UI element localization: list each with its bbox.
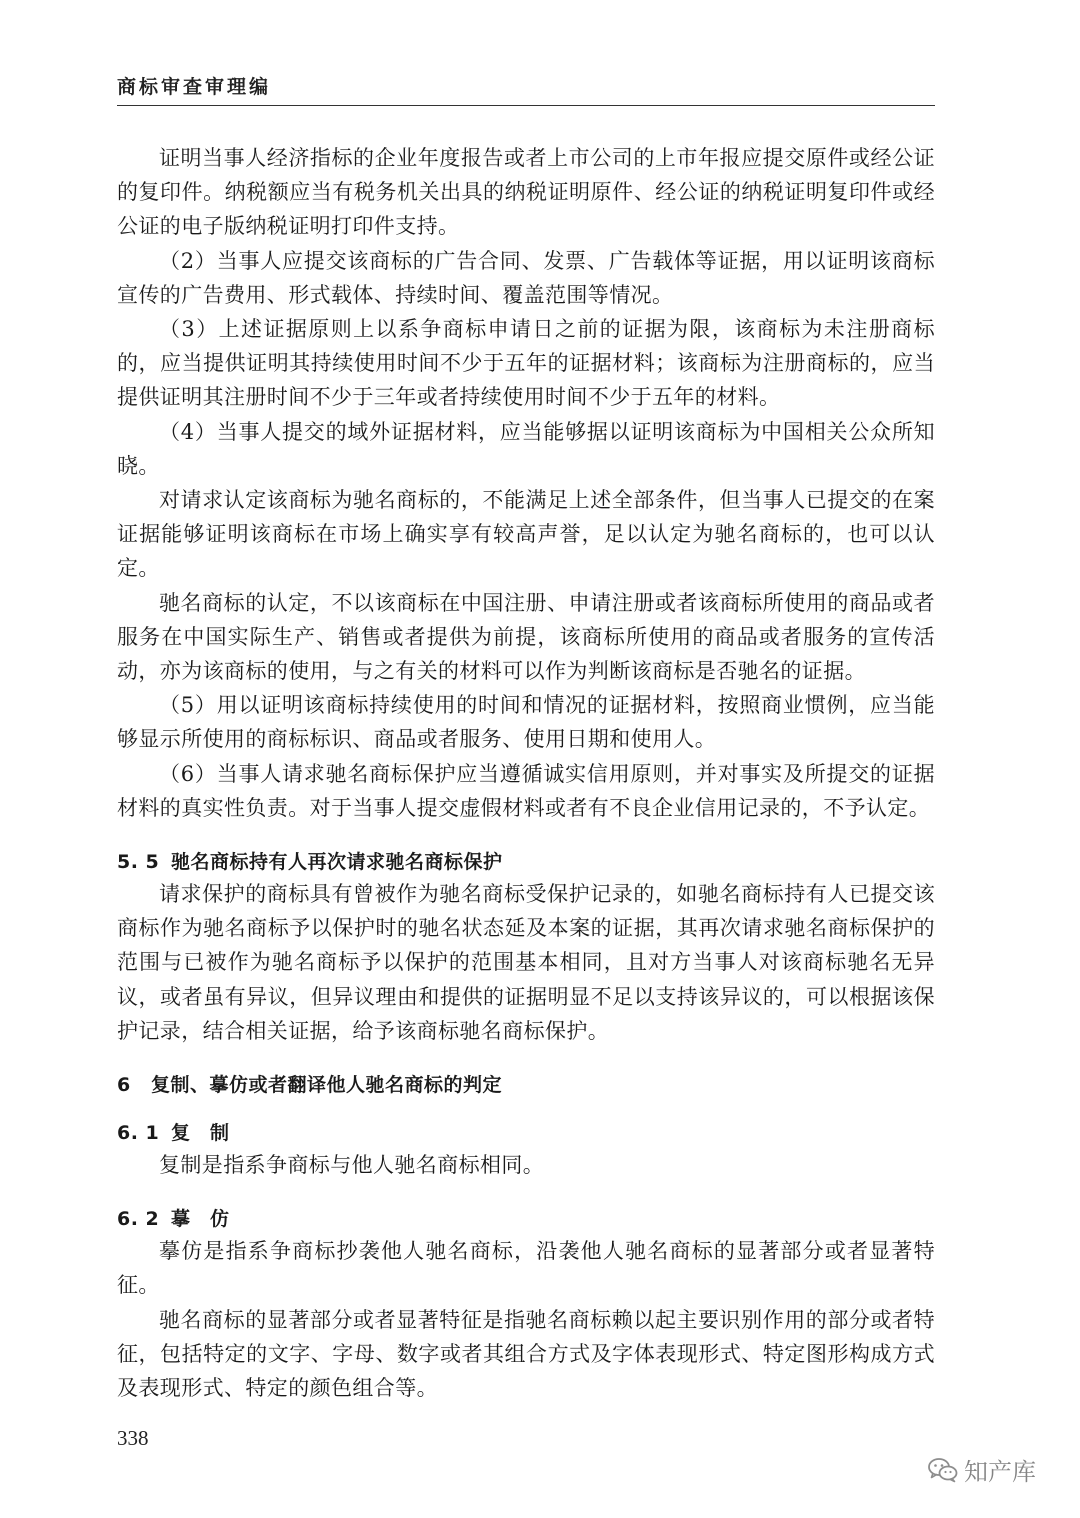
spacer (117, 1182, 935, 1204)
section-title: 复制、摹仿或者翻译他人驰名商标的判定 (151, 1074, 503, 1097)
section-heading-6 (117, 1070, 935, 1100)
section-number: 6. 2 (117, 1208, 160, 1231)
paragraph: 摹仿是指系争商标抄袭他人驰名商标，沿袭他人驰名商标的显著部分或者显著特征。 (117, 1239, 935, 1298)
section-number: 6. 1 (117, 1122, 160, 1145)
paragraph: 证明当事人经济指标的企业年度报告或者上市公司的上市年报应提交原件或经公证的复印件。纳税额应当有税务机关出具的纳税证明原件、经公证的纳税证明复印件或经公证的电子版纳税证明打印件支持。 (117, 146, 935, 239)
spacer (117, 1048, 935, 1070)
watermark (928, 1452, 1036, 1487)
section-title: 摹 仿 (171, 1208, 230, 1231)
paragraph: 驰名商标的显著部分或者显著特征是指驰名商标赖以起主要识别作用的部分或者特征，包括特定的文字、字母、数字或者其组合方式及字体表现形式、特定图形构成方式及表现形式、特定的颜色组合等。 (117, 1307, 935, 1401)
paragraph: 驰名商标的认定，不以该商标在中国注册、申请注册或者该商标所使用的商品或者服务在中国实际生产、销售或者提供为前提，该商标所使用的商品或者服务的宣传活动，亦为该商标的使用，与之有关的材料可以作为判断该商标是否驰名的证据。 (117, 590, 935, 684)
page-number: 338 (117, 1426, 149, 1450)
wechat-icon (928, 1457, 958, 1483)
running-header: 商标审查审理编 (117, 76, 272, 98)
section-title: 复 制 (171, 1122, 230, 1145)
paragraph: 复制是指系争商标与他人驰名商标相同。 (159, 1153, 545, 1178)
header-rule (117, 105, 935, 106)
section-number: 6 (117, 1074, 131, 1097)
paragraph: （6）当事人请求驰名商标保护应当遵循诚实信用原则，并对事实及所提交的证据材料的真实性负责。对于当事人提交虚假材料或者有不良企业信用记录的，不予认定。 (117, 761, 935, 820)
section-heading-6-1 (117, 1118, 935, 1148)
page-body (117, 141, 935, 1405)
paragraph: 请求保护的商标具有曾被作为驰名商标受保护记录的，如驰名商标持有人已提交该商标作为驰名商标予以保护时的驰名状态延及本案的证据，其再次请求驰名商标保护的范围与已被作为驰名商标予以保护的范围基本相同，且对方当事人对该商标驰名无异议，或者虽有异议，但异议理由和提供的证据明显不足以支持该异议的，可以根据该保护记录，结合相关证据，给予该商标驰名商标保护。 (117, 882, 935, 1043)
section-title: 驰名商标持有人再次请求驰名商标保护 (171, 851, 503, 874)
paragraph: （4）当事人提交的域外证据材料，应当能够据以证明该商标为中国相关公众所知晓。 (117, 419, 935, 478)
section-heading-6-2 (117, 1204, 935, 1234)
section-number: 5. 5 (117, 851, 160, 874)
section-heading-5-5 (117, 847, 935, 877)
watermark-text: 知产库 (964, 1458, 1036, 1486)
paragraph: （2）当事人应提交该商标的广告合同、发票、广告载体等证据，用以证明该商标宣传的广告费用、形式载体、持续时间、覆盖范围等情况。 (117, 248, 935, 307)
paragraph: （5）用以证明该商标持续使用的时间和情况的证据材料，按照商业惯例，应当能够显示所使用的商标标识、商品或者服务、使用日期和使用人。 (117, 693, 935, 752)
paragraph: 对请求认定该商标为驰名商标的，不能满足上述全部条件，但当事人已提交的在案证据能够证明该商标在市场上确实享有较高声誉，足以认定为驰名商标的，也可以认定。 (117, 488, 935, 581)
spacer (117, 825, 935, 847)
spacer (117, 1100, 935, 1118)
paragraph: （3）上述证据原则上以系争商标申请日之前的证据为限，该商标为未注册商标的，应当提供证明其持续使用时间不少于五年的证据材料；该商标为注册商标的，应当提供证明其注册时间不少于三年或者持续使用时间不少于五年的材料。 (117, 317, 935, 410)
